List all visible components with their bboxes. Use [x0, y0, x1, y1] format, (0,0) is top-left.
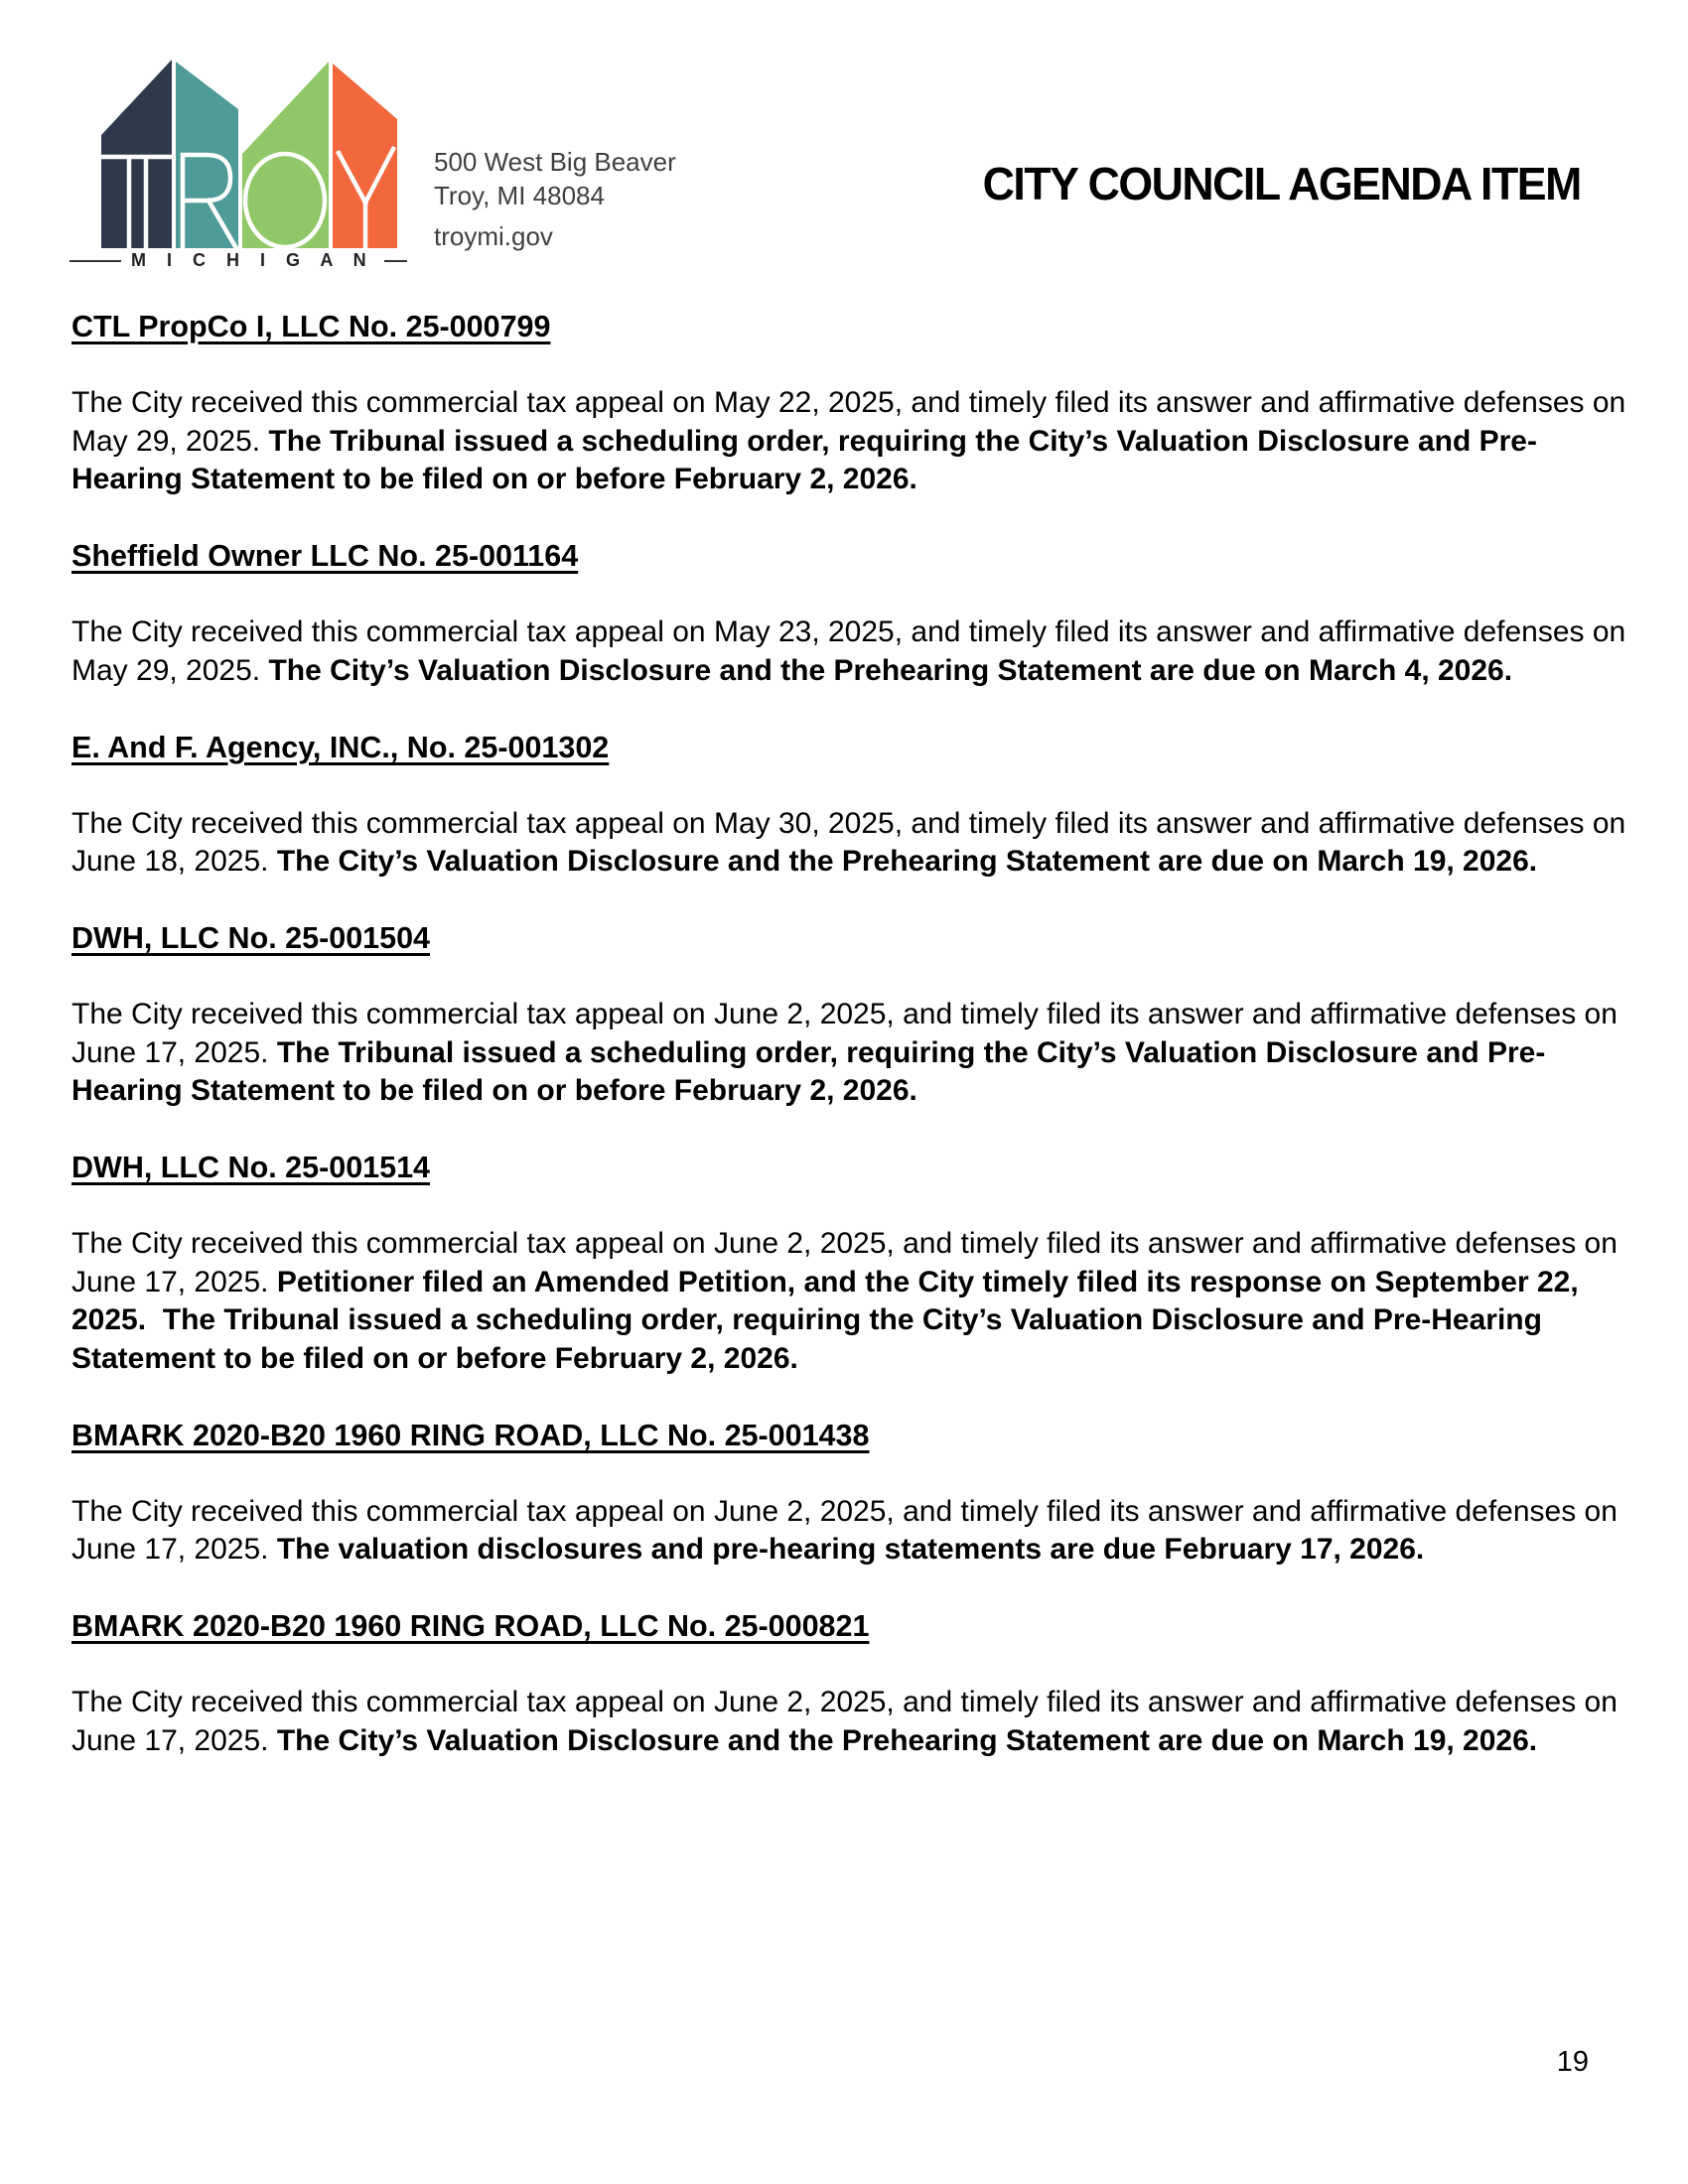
body-normal-text: The City received this commercial tax appeal on June 2, 2025, and timely filed its answer and affirmative defenses on June 17, 2025. [71, 1494, 1618, 1566]
agenda-content [71, 308, 1638, 1799]
section-body [71, 1493, 1638, 1570]
section-heading: DWH, LLC No. 25-001514 [71, 1151, 431, 1184]
page-title: CITY COUNCIL AGENDA ITEM [982, 158, 1581, 209]
section-heading: CTL PropCo I, LLC No. 25-000799 [71, 310, 551, 343]
body-normal-text: The City received this commercial tax appeal on May 23, 2025, and timely filed its answer and affirmative defenses on May 29, 2025. [71, 615, 1626, 687]
section [71, 1607, 1638, 1760]
section-body [71, 1684, 1638, 1760]
body-normal-text: The City received this commercial tax appeal on June 2, 2025, and timely filed its answer and affirmative defenses on June 17, 2025. [71, 1227, 1618, 1298]
body-bold-text: The valuation disclosures and pre-hearing statements are due February 17, 2026. [276, 1533, 1425, 1566]
section [71, 308, 1638, 499]
section-heading: BMARK 2020-B20 1960 RING ROAD, LLC No. 25-001438 [71, 1418, 870, 1452]
body-bold-text: The Tribunal issued a scheduling order, requiring the City’s Valuation Disclosure and Pre-Hearing Statement to be filed on or before February 2, 2026. [71, 424, 1537, 495]
troy-logo-houses-icon [99, 58, 399, 252]
michigan-label: M I C H I G A N [131, 250, 374, 270]
section-heading: E. And F. Agency, INC., No. 25-001302 [71, 730, 610, 764]
section-body [71, 996, 1638, 1111]
section [71, 1417, 1638, 1570]
section-heading: DWH, LLC No. 25-001504 [71, 921, 431, 955]
body-normal-text: The City received this commercial tax appeal on June 2, 2025, and timely filed its answer and affirmative defenses on June 17, 2025. [71, 998, 1618, 1069]
address-block [434, 145, 676, 253]
address-line: 500 West Big Beaver [434, 147, 676, 177]
body-bold-text: The Tribunal issued a scheduling order, requiring the City’s Valuation Disclosure and Pre-Hearing Statement to be filed on or before February 2, 2026. [71, 1035, 1546, 1107]
michigan-right-rule [384, 260, 407, 262]
body-normal-text: The City received this commercial tax appeal on June 2, 2025, and timely filed its answer and affirmative defenses on June 17, 2025. [71, 1686, 1618, 1757]
body-normal-text: The City received this commercial tax appeal on May 30, 2025, and timely filed its answer and affirmative defenses on June 18, 2025. [71, 806, 1626, 878]
page-number: 19 [1556, 2046, 1589, 2078]
section-body [71, 1225, 1638, 1378]
section [71, 919, 1638, 1111]
body-bold-text: The City’s Valuation Disclosure and the Prehearing Statement are due on March 4, 2026. [268, 653, 1513, 687]
website-text: troymi.gov [434, 221, 553, 251]
body-normal-text: The City received this commercial tax appeal on May 22, 2025, and timely filed its answer and affirmative defenses on May 29, 2025. [71, 386, 1626, 458]
body-bold-text: The City’s Valuation Disclosure and the Prehearing Statement are due on March 19, 2026. [276, 1723, 1538, 1757]
section-body [71, 384, 1638, 499]
address-line: Troy, MI 48084 [434, 181, 605, 210]
body-bold-text: Petitioner filed an Amended Petition, and the City timely filed its response on September 22, 2025. The Tribunal issued a scheduling order, requiring the City’s Valuation Disclosure and Pre-Hearing Statement to be filed on or before February 2, 2026. [71, 1265, 1579, 1375]
section-body [71, 614, 1638, 690]
logo-michigan-row [70, 250, 407, 271]
michigan-left-rule [70, 260, 121, 262]
section-heading: BMARK 2020-B20 1960 RING ROAD, LLC No. 25-000821 [71, 1609, 870, 1643]
section [71, 729, 1638, 882]
body-bold-text: The City’s Valuation Disclosure and the Prehearing Statement are due on March 19, 2026. [276, 845, 1538, 878]
section [71, 537, 1638, 690]
section-body [71, 805, 1638, 882]
section-heading: Sheffield Owner LLC No. 25-001164 [71, 539, 579, 573]
section [71, 1149, 1638, 1378]
